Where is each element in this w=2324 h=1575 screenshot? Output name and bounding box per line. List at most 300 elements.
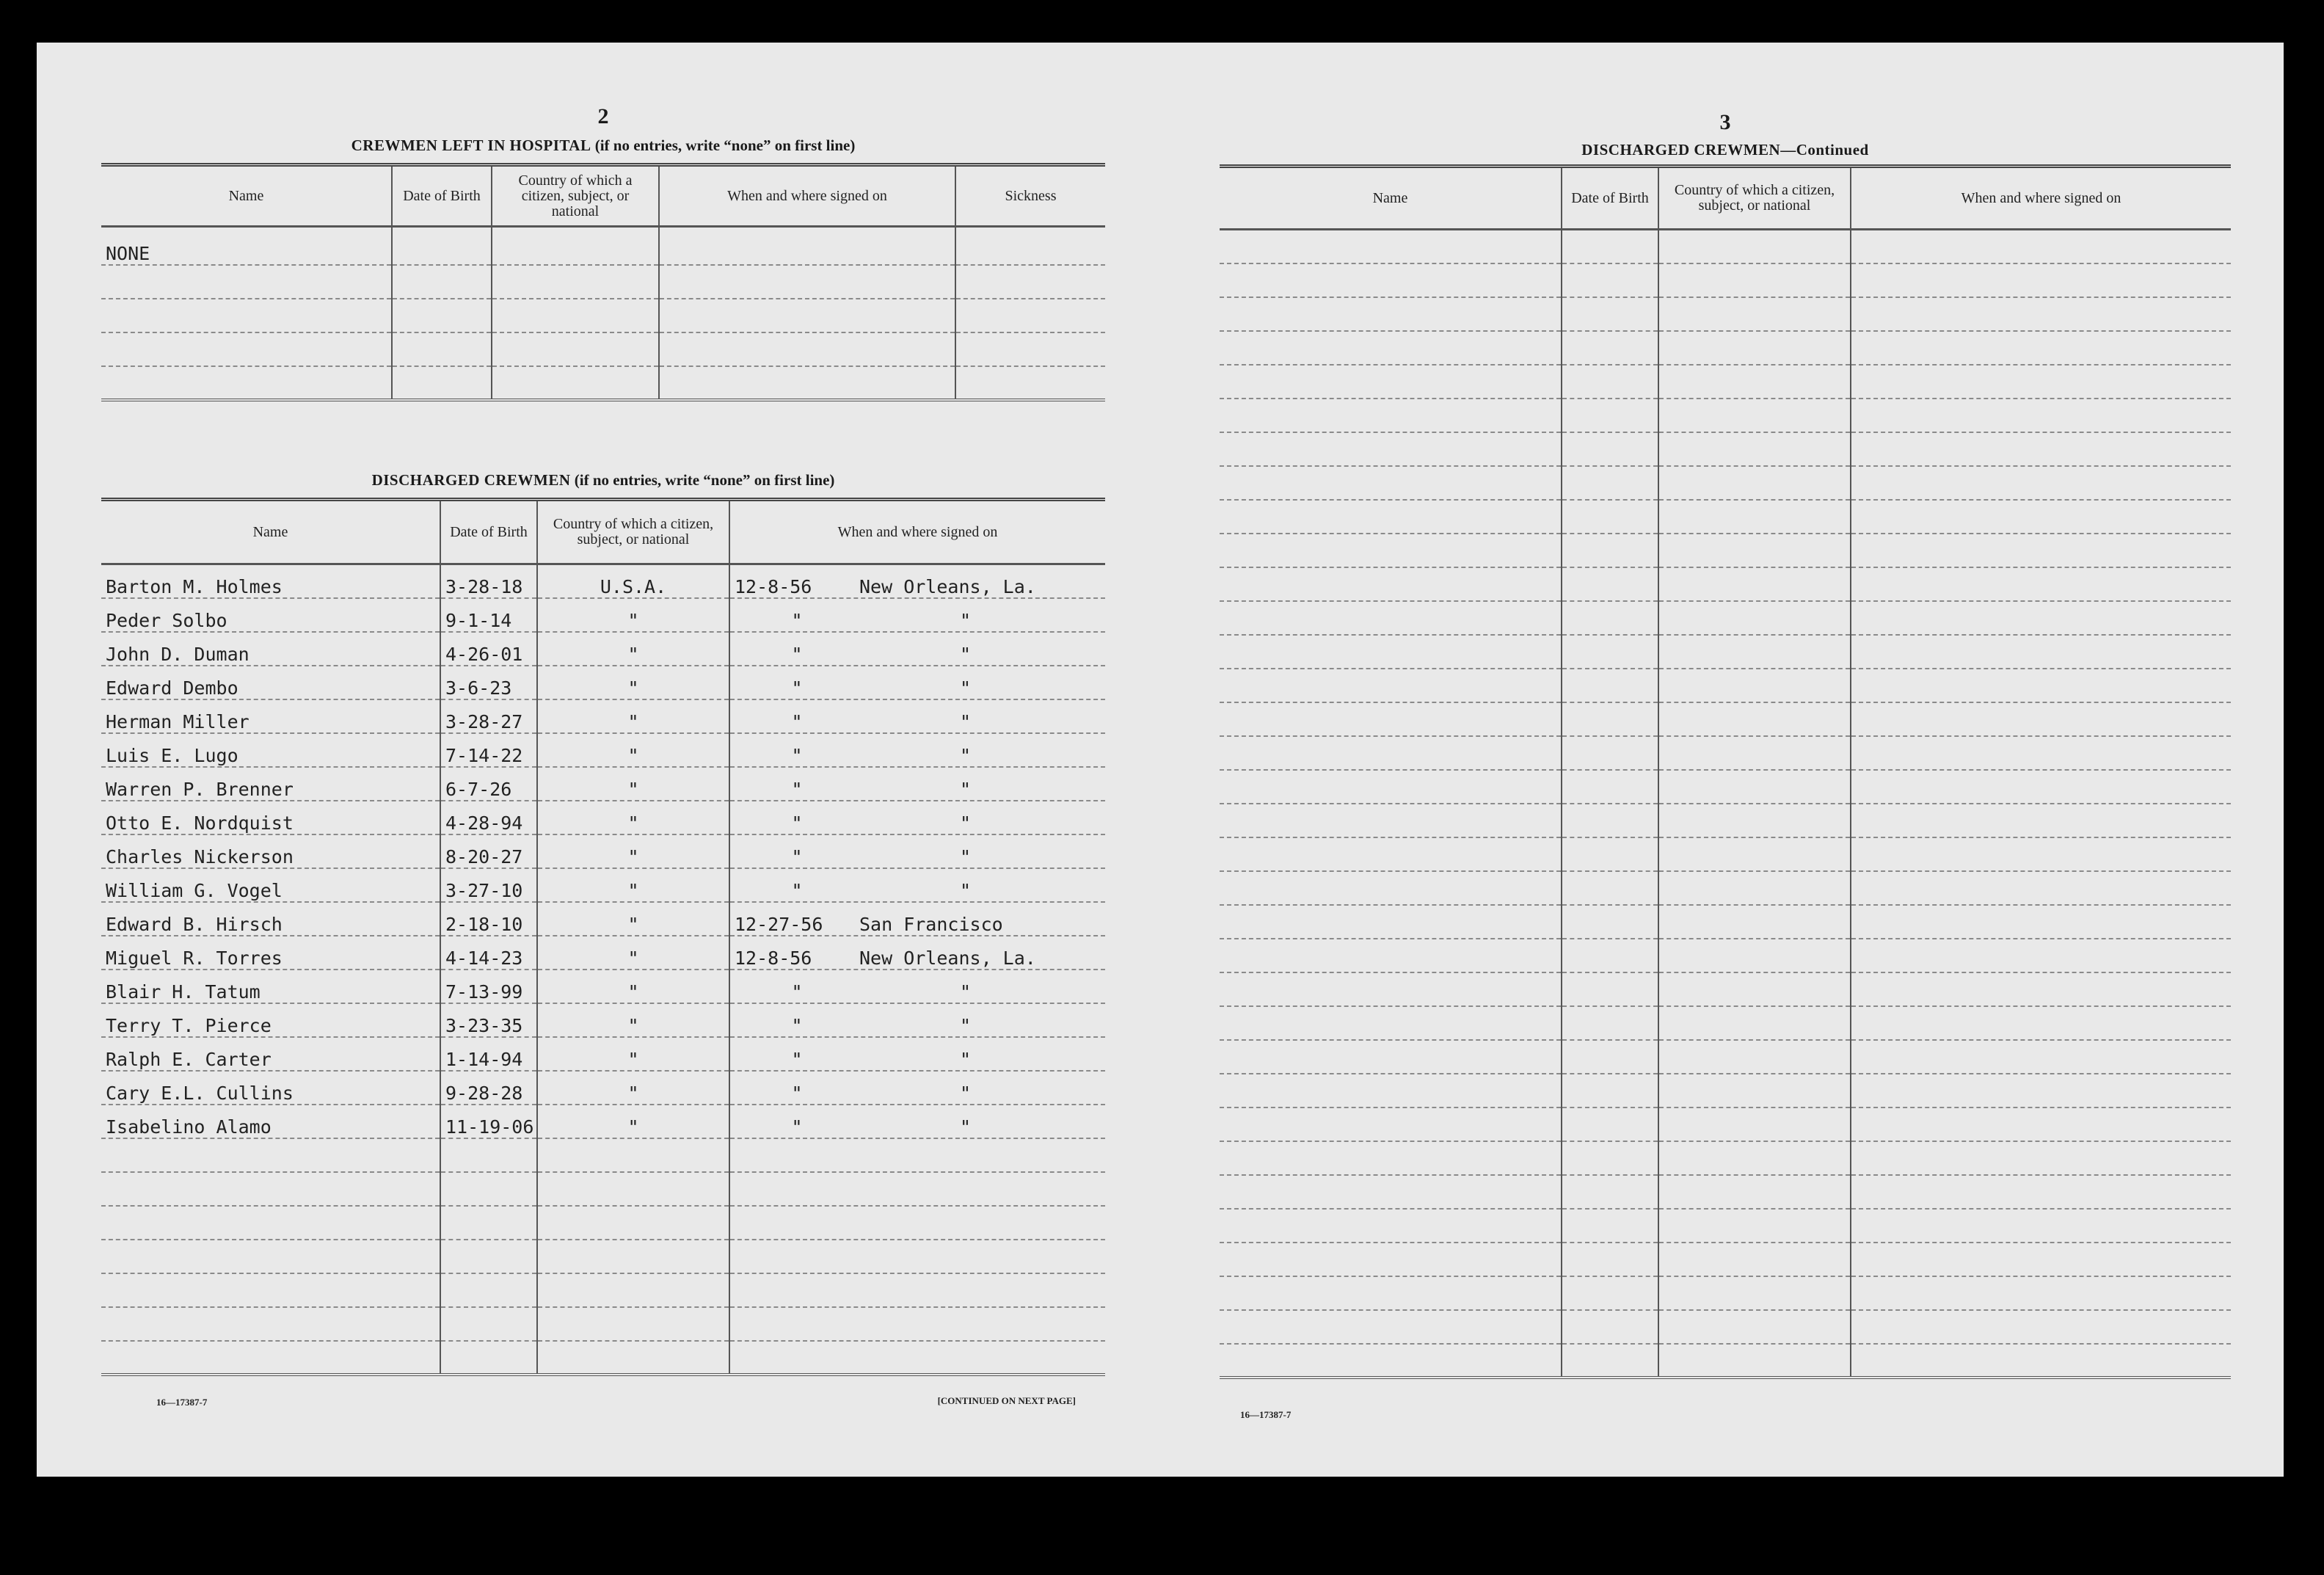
cell xyxy=(1851,1006,2231,1040)
cell xyxy=(101,265,392,299)
table-row xyxy=(101,801,1105,834)
cell xyxy=(1658,567,1851,601)
crew-name: Blair H. Tatum xyxy=(101,970,440,1003)
crew-signed-on xyxy=(729,564,1105,598)
crew-name: Isabelino Alamo xyxy=(101,1105,440,1138)
cell xyxy=(1851,1243,2231,1276)
header-dob: Date of Birth xyxy=(440,500,537,564)
page-number: 2 xyxy=(597,104,609,128)
crew-dob: 2-18-10 xyxy=(440,902,537,936)
hospital-title-note: (if no entries, write “none” on first line) xyxy=(594,137,856,154)
cell xyxy=(101,1307,440,1341)
crew-dob: 11-19-06 xyxy=(440,1105,537,1138)
signed-place: " xyxy=(959,677,972,699)
crew-signed-on xyxy=(729,936,1105,970)
cell xyxy=(1851,230,2231,263)
cell xyxy=(392,366,492,400)
header-country: Country of which a citizen, subject, or national xyxy=(537,500,729,564)
cell xyxy=(1220,466,1562,500)
blank-row xyxy=(1220,432,2231,466)
signed-place: " xyxy=(959,879,972,901)
cell xyxy=(1562,635,1658,669)
cell xyxy=(537,1273,729,1307)
cell xyxy=(101,332,392,366)
crew-signed-on xyxy=(729,970,1105,1003)
header-country: Country of which a citizen, subject, or national xyxy=(492,165,659,227)
cell xyxy=(1220,972,1562,1006)
cell xyxy=(1220,905,1562,939)
cell xyxy=(101,1206,440,1240)
cell xyxy=(392,332,492,366)
cell xyxy=(1562,770,1658,804)
cell xyxy=(1658,669,1851,702)
cell xyxy=(1220,871,1562,905)
table-row xyxy=(101,666,1105,699)
continued-note: [CONTINUED ON NEXT PAGE] xyxy=(937,1395,1076,1406)
crew-dob: 3-28-18 xyxy=(440,564,537,598)
cell xyxy=(101,1172,440,1206)
table-row xyxy=(101,733,1105,767)
cell xyxy=(1562,399,1658,432)
signed-place: " xyxy=(959,981,972,1003)
cell xyxy=(1562,1209,1658,1243)
crew-signed-on xyxy=(729,632,1105,666)
cell xyxy=(1220,263,1562,297)
crew-country: " xyxy=(537,1003,729,1037)
blank-row xyxy=(1220,297,2231,331)
blank-row xyxy=(1220,263,2231,297)
cell xyxy=(1562,466,1658,500)
cell xyxy=(1220,702,1562,736)
cell xyxy=(1658,871,1851,905)
cell xyxy=(1562,263,1658,297)
crew-name: Cary E.L. Cullins xyxy=(101,1071,440,1105)
crew-signed-on xyxy=(729,598,1105,632)
crew-dob: 1-14-94 xyxy=(440,1037,537,1071)
cell xyxy=(659,366,955,400)
table-row xyxy=(101,1071,1105,1105)
cell xyxy=(1562,669,1658,702)
blank-row xyxy=(1220,837,2231,871)
signed-place: " xyxy=(959,643,972,665)
cell xyxy=(1658,365,1851,399)
blank-row xyxy=(1220,635,2231,669)
cell xyxy=(1658,1310,1851,1344)
cell xyxy=(1220,1175,1562,1209)
right-title-text: DISCHARGED CREWMEN—Continued xyxy=(1581,141,1869,159)
cell xyxy=(1220,804,1562,837)
header-name: Name xyxy=(101,165,392,227)
cell xyxy=(1851,972,2231,1006)
cell xyxy=(955,227,1105,265)
crew-dob: 4-28-94 xyxy=(440,801,537,834)
cell xyxy=(1220,736,1562,770)
cell xyxy=(1851,939,2231,972)
crew-country: " xyxy=(537,632,729,666)
cell xyxy=(1658,1243,1851,1276)
cell xyxy=(1658,230,1851,263)
signed-date: " xyxy=(791,778,803,800)
cell xyxy=(492,366,659,400)
cell xyxy=(1220,770,1562,804)
cell xyxy=(392,265,492,299)
cell xyxy=(1658,1175,1851,1209)
cell xyxy=(1562,432,1658,466)
page-number: 3 xyxy=(1719,110,1731,134)
cell xyxy=(440,1206,537,1240)
cell xyxy=(729,1341,1105,1375)
blank-row xyxy=(1220,365,2231,399)
header-name: Name xyxy=(1220,167,1562,230)
crew-signed-on xyxy=(729,834,1105,868)
cell xyxy=(1658,500,1851,534)
crew-name: Otto E. Nordquist xyxy=(101,801,440,834)
header-dob: Date of Birth xyxy=(392,165,492,227)
header-signed-on: When and where signed on xyxy=(659,165,955,227)
cell xyxy=(1220,1344,1562,1378)
cell xyxy=(1562,365,1658,399)
cell xyxy=(955,332,1105,366)
cell xyxy=(1851,297,2231,331)
crew-name: Peder Solbo xyxy=(101,598,440,632)
table-row xyxy=(101,902,1105,936)
header-country: Country of which a citizen, subject, or national xyxy=(1658,167,1851,230)
crew-dob: 9-28-28 xyxy=(440,1071,537,1105)
cell xyxy=(1562,567,1658,601)
cell xyxy=(1220,1074,1562,1107)
cell xyxy=(101,366,392,400)
cell xyxy=(1562,1141,1658,1175)
crew-name: Charles Nickerson xyxy=(101,834,440,868)
crew-country: " xyxy=(537,902,729,936)
cell xyxy=(1220,1243,1562,1276)
cell xyxy=(1658,770,1851,804)
crew-name: Luis E. Lugo xyxy=(101,733,440,767)
crew-name: Edward Dembo xyxy=(101,666,440,699)
crew-name: Herman Miller xyxy=(101,699,440,733)
cell xyxy=(1658,972,1851,1006)
signed-date: " xyxy=(791,710,803,732)
cell xyxy=(537,1240,729,1273)
cell xyxy=(729,1138,1105,1172)
discharged-section-title xyxy=(101,471,1105,490)
cell xyxy=(1851,669,2231,702)
cell xyxy=(1658,1006,1851,1040)
crew-name: Ralph E. Carter xyxy=(101,1037,440,1071)
crew-signed-on xyxy=(729,699,1105,733)
cell xyxy=(729,1273,1105,1307)
cell xyxy=(1851,837,2231,871)
crew-dob: 3-28-27 xyxy=(440,699,537,733)
blank-row xyxy=(1220,972,2231,1006)
crew-country: " xyxy=(537,666,729,699)
cell xyxy=(392,227,492,265)
cell xyxy=(955,265,1105,299)
cell xyxy=(1562,500,1658,534)
cell xyxy=(492,265,659,299)
cell xyxy=(1220,331,1562,365)
cell xyxy=(729,1307,1105,1341)
cell xyxy=(1851,1209,2231,1243)
cell xyxy=(1220,567,1562,601)
signed-date: " xyxy=(791,744,803,766)
signed-date: 12-27-56 xyxy=(735,913,823,935)
crew-name: Edward B. Hirsch xyxy=(101,902,440,936)
crew-country: " xyxy=(537,1037,729,1071)
cell xyxy=(1658,432,1851,466)
crew-country: " xyxy=(537,834,729,868)
signed-place: " xyxy=(959,1048,972,1070)
signed-date: " xyxy=(791,643,803,665)
crew-name: Miguel R. Torres xyxy=(101,936,440,970)
cell xyxy=(729,1240,1105,1273)
cell xyxy=(1851,905,2231,939)
signed-place: " xyxy=(959,744,972,766)
blank-row xyxy=(1220,230,2231,263)
table-row xyxy=(101,1105,1105,1138)
cell xyxy=(1851,1276,2231,1310)
signed-place: " xyxy=(959,1014,972,1036)
crew-name: William G. Vogel xyxy=(101,868,440,902)
cell xyxy=(955,366,1105,400)
cell xyxy=(1658,466,1851,500)
cell xyxy=(1851,1074,2231,1107)
hospital-section-title xyxy=(101,137,1105,155)
signed-place: New Orleans, La. xyxy=(859,947,1036,969)
cell xyxy=(1658,837,1851,871)
form-number: 16—17387-7 xyxy=(156,1397,208,1408)
cell xyxy=(1220,297,1562,331)
cell xyxy=(1658,736,1851,770)
signed-place: " xyxy=(959,778,972,800)
cell xyxy=(101,1341,440,1375)
crew-dob: 3-6-23 xyxy=(440,666,537,699)
crew-country: " xyxy=(537,936,729,970)
cell xyxy=(1658,1040,1851,1074)
cell xyxy=(1220,1107,1562,1141)
discharged-table xyxy=(101,498,1105,1376)
cell xyxy=(1562,1175,1658,1209)
table-row xyxy=(101,970,1105,1003)
cell xyxy=(1562,1243,1658,1276)
cell xyxy=(1851,1141,2231,1175)
blank-row xyxy=(1220,905,2231,939)
cell xyxy=(1562,939,1658,972)
table-row xyxy=(101,598,1105,632)
cell xyxy=(1562,972,1658,1006)
blank-row xyxy=(1220,1175,2231,1209)
cell xyxy=(1658,702,1851,736)
signed-place: " xyxy=(959,1082,972,1104)
blank-row xyxy=(1220,567,2231,601)
crew-name: Warren P. Brenner xyxy=(101,767,440,801)
crew-name: Barton M. Holmes xyxy=(101,564,440,598)
cell xyxy=(1562,534,1658,567)
blank-row xyxy=(1220,1006,2231,1040)
cell xyxy=(1851,635,2231,669)
cell xyxy=(729,1206,1105,1240)
cell xyxy=(1851,770,2231,804)
cell xyxy=(1658,601,1851,635)
crew-signed-on xyxy=(729,902,1105,936)
cell xyxy=(1851,1175,2231,1209)
crew-signed-on xyxy=(729,1037,1105,1071)
signed-place: New Orleans, La. xyxy=(859,575,1036,597)
blank-row xyxy=(1220,331,2231,365)
cell xyxy=(1658,1141,1851,1175)
blank-row xyxy=(101,1172,1105,1206)
cell xyxy=(659,299,955,332)
crew-signed-on xyxy=(729,801,1105,834)
cell xyxy=(1658,534,1851,567)
cell xyxy=(1562,837,1658,871)
crew-signed-on xyxy=(729,767,1105,801)
crew-signed-on xyxy=(729,1003,1105,1037)
signed-date: " xyxy=(791,609,803,631)
cell xyxy=(1851,1040,2231,1074)
crew-country: " xyxy=(537,767,729,801)
cell xyxy=(1658,297,1851,331)
crew-dob: 7-14-22 xyxy=(440,733,537,767)
crew-dob: 8-20-27 xyxy=(440,834,537,868)
blank-row xyxy=(1220,1344,2231,1378)
cell xyxy=(1220,1276,1562,1310)
cell xyxy=(1851,1107,2231,1141)
blank-row xyxy=(101,1273,1105,1307)
cell xyxy=(537,1172,729,1206)
crew-country: " xyxy=(537,868,729,902)
cell xyxy=(1851,1344,2231,1378)
cell xyxy=(1562,804,1658,837)
blank-row xyxy=(1220,1310,2231,1344)
cell xyxy=(1658,1209,1851,1243)
cell xyxy=(1562,905,1658,939)
crew-signed-on xyxy=(729,1071,1105,1105)
cell xyxy=(1658,1344,1851,1378)
blank-row xyxy=(1220,466,2231,500)
cell xyxy=(537,1341,729,1375)
cell xyxy=(1220,534,1562,567)
cell xyxy=(1851,466,2231,500)
signed-place: " xyxy=(959,812,972,834)
cell xyxy=(1851,534,2231,567)
cell xyxy=(1562,702,1658,736)
signed-date: " xyxy=(791,1116,803,1138)
cell xyxy=(440,1240,537,1273)
cell xyxy=(1658,1107,1851,1141)
crew-country: " xyxy=(537,1071,729,1105)
crew-country: " xyxy=(537,801,729,834)
cell xyxy=(1220,1006,1562,1040)
hospital-table xyxy=(101,163,1105,401)
table-row xyxy=(101,936,1105,970)
blank-row xyxy=(101,1341,1105,1375)
cell xyxy=(1220,432,1562,466)
signed-date: " xyxy=(791,812,803,834)
cell xyxy=(1658,1276,1851,1310)
cell xyxy=(492,332,659,366)
cell xyxy=(1562,871,1658,905)
signed-date: 12-8-56 xyxy=(735,575,812,597)
crew-country: " xyxy=(537,733,729,767)
cell xyxy=(537,1138,729,1172)
crew-signed-on xyxy=(729,733,1105,767)
cell xyxy=(440,1341,537,1375)
cell xyxy=(1220,601,1562,635)
cell xyxy=(101,299,392,332)
blank-row xyxy=(1220,1276,2231,1310)
blank-row xyxy=(1220,1141,2231,1175)
cell xyxy=(1220,669,1562,702)
cell xyxy=(1562,736,1658,770)
cell xyxy=(1851,601,2231,635)
cell xyxy=(1851,432,2231,466)
signed-date: " xyxy=(791,677,803,699)
form-number: 16—17387-7 xyxy=(1240,1409,1292,1420)
crew-country: " xyxy=(537,1105,729,1138)
cell xyxy=(537,1206,729,1240)
cell xyxy=(1562,1074,1658,1107)
right-section-title xyxy=(1220,141,2231,159)
cell xyxy=(659,332,955,366)
table-row xyxy=(101,834,1105,868)
cell xyxy=(1562,1107,1658,1141)
cell xyxy=(1220,939,1562,972)
table-row xyxy=(101,632,1105,666)
signed-place: " xyxy=(959,609,972,631)
crew-signed-on xyxy=(729,1105,1105,1138)
cell xyxy=(101,1273,440,1307)
blank-row xyxy=(1220,601,2231,635)
cell xyxy=(955,299,1105,332)
cell xyxy=(1562,1276,1658,1310)
crew-dob: 6-7-26 xyxy=(440,767,537,801)
cell xyxy=(1658,635,1851,669)
cell xyxy=(1220,399,1562,432)
blank-row xyxy=(101,1240,1105,1273)
blank-row xyxy=(1220,939,2231,972)
cell xyxy=(729,1172,1105,1206)
crew-country: U.S.A. xyxy=(537,564,729,598)
cell xyxy=(1851,871,2231,905)
blank-row xyxy=(1220,770,2231,804)
signed-date: " xyxy=(791,1014,803,1036)
crew-signed-on xyxy=(729,666,1105,699)
blank-row xyxy=(1220,804,2231,837)
cell xyxy=(1562,1006,1658,1040)
blank-row xyxy=(1220,871,2231,905)
crew-country: " xyxy=(537,970,729,1003)
crew-name: Terry T. Pierce xyxy=(101,1003,440,1037)
cell xyxy=(1220,1141,1562,1175)
crew-dob: 4-26-01 xyxy=(440,632,537,666)
cell xyxy=(1851,736,2231,770)
cell xyxy=(1562,1310,1658,1344)
blank-row xyxy=(101,1307,1105,1341)
hospital-first-entry: NONE xyxy=(101,227,392,265)
cell xyxy=(659,227,955,265)
blank-row xyxy=(1220,534,2231,567)
blank-row xyxy=(101,1206,1105,1240)
blank-row xyxy=(1220,1074,2231,1107)
discharged-title-note: (if no entries, write “none” on first line) xyxy=(574,471,835,489)
cell xyxy=(492,227,659,265)
signed-date: " xyxy=(791,981,803,1003)
cell xyxy=(1658,331,1851,365)
blank-row xyxy=(1220,1040,2231,1074)
cell xyxy=(1658,939,1851,972)
cell xyxy=(1658,1074,1851,1107)
